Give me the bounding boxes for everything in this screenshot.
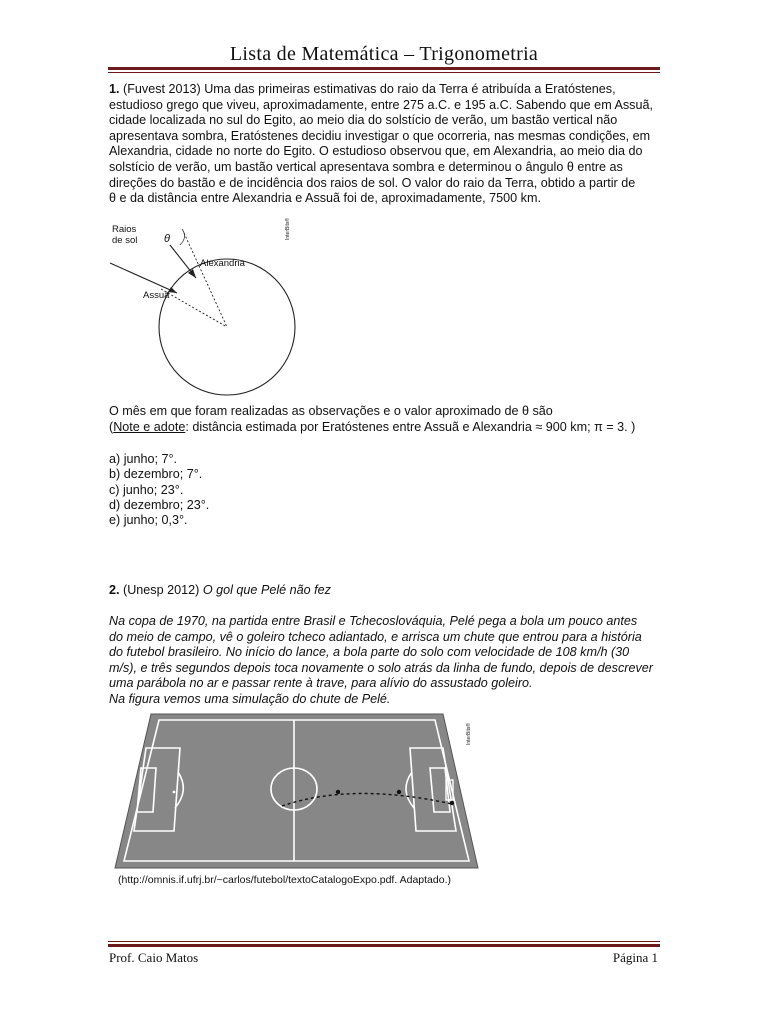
field-figure-credit: InterBits® [466,722,472,745]
q1-question: O mês em que foram realizadas as observações e o valor aproximado de θ são [109,404,553,418]
footer-rule-thick [108,944,660,947]
left-penalty-spot [173,791,176,794]
note-label: Note e adote [113,419,186,434]
field-figure-source: (http://omnis.if.ufrj.br/~carlos/futebol/textoCatalogoExpo.pdf. Adaptado.) [118,874,451,886]
trajectory-point [336,790,340,794]
q2-line: Na copa de 1970, na partida entre Brasil e Tchecoslováquia, Pelé pega a bola um pouco antes [109,614,638,628]
question-2-heading [109,583,658,599]
header-rule-thin [108,72,660,73]
q2-line: m/s), e três segundos depois toca novamente o solo atrás da linha de fundo, depois de descrever [109,660,653,675]
question-1-prompt [109,404,658,435]
football-field [112,712,482,872]
theta-arc [180,229,185,245]
question-2-text [109,614,658,708]
footer-rule-thin [108,941,660,942]
q1-line: θ e da distância entre Alexandria e Assuã foi de, aproximadamente, 7500 km. [109,191,541,206]
question-2-number: 2. [109,583,120,597]
option-d: d) dezembro; 23°. [109,497,210,512]
q2-line: uma parábola no ar e passar rente à trave, para alívio do assustado goleiro. [109,676,533,691]
rays-label-2: de sol [112,235,138,246]
q1-options [109,452,209,528]
radius-alexandria [184,233,227,327]
q2-title: O gol que Pelé não fez [202,583,331,597]
ball-icon [450,801,454,805]
q2-line: do meio de campo, vê o goleiro tcheco adiantado, e arrisca um chute que entrou para a história [109,629,642,644]
q1-line: (Fuvest 2013) Uma das primeiras estimativas do raio da Terra é atribuída a Eratóstenes, [119,82,616,96]
q2-line: do futebol brasileiro. No início do lance, a bola parte do solo com velocidade de 108 km/h (30 [109,645,630,660]
option-e: e) junho; 0,3°. [109,513,188,528]
option-b: b) dezembro; 7°. [109,467,203,482]
q1-note: (Note e adote: distância estimada por Eratóstenes entre Assuã e Alexandria ≈ 900 km; π = 3. ) [109,419,636,434]
q1-line: solstício de verão, um bastão vertical apresentava sombra e determinou o ângulo θ entre as [109,159,623,174]
q1-line: estudioso grego que viveu, aproximadamente, entre 275 a.C. e 195 a.C. Sabendo que em Assuã, [109,97,653,112]
page-header-title: Lista de Matemática – Trigonometria [229,43,539,65]
sun-ray-assua [110,263,177,293]
figure-credit: InterBits® [285,217,291,240]
question-1-text [109,82,658,207]
option-a: a) junho; 7°. [109,452,178,466]
q1-line: cidade localizada no sul do Egito, ao meio dia do solstício de verão, um bastão vertical não [109,113,618,128]
radius-assua [161,289,227,327]
header-rule-thick [108,67,660,70]
q2-line: Na figura vemos uma simulação do chute de Pelé. [109,691,391,706]
q1-line: Alexandria, cidade no norte do Egito. O estudioso observou que, em Alexandria, ao meio dia do [109,144,643,159]
option-c: c) junho; 23°. [109,482,184,497]
q1-line: apresentava sombra, Eratóstenes decidiu investigar o que ocorreria, nas mesmas condições, em [109,128,651,143]
footer-author: Prof. Caio Matos [109,950,199,965]
rays-label-1: Raios [112,224,137,235]
field-surface [115,714,478,868]
question-1-number: 1. [109,82,120,96]
alexandria-label: Alexandria [200,258,245,269]
theta-label: θ [164,233,170,245]
footer-page-number: Página 1 [612,950,658,965]
q2-source: (Unesp 2012) [119,583,203,597]
q1-line: direções do bastão e de incidência dos raios de sol. O valor do raio da Terra, obtido a partir de [109,175,636,190]
trajectory-point [397,790,401,794]
assua-label: Assuã [143,290,170,301]
